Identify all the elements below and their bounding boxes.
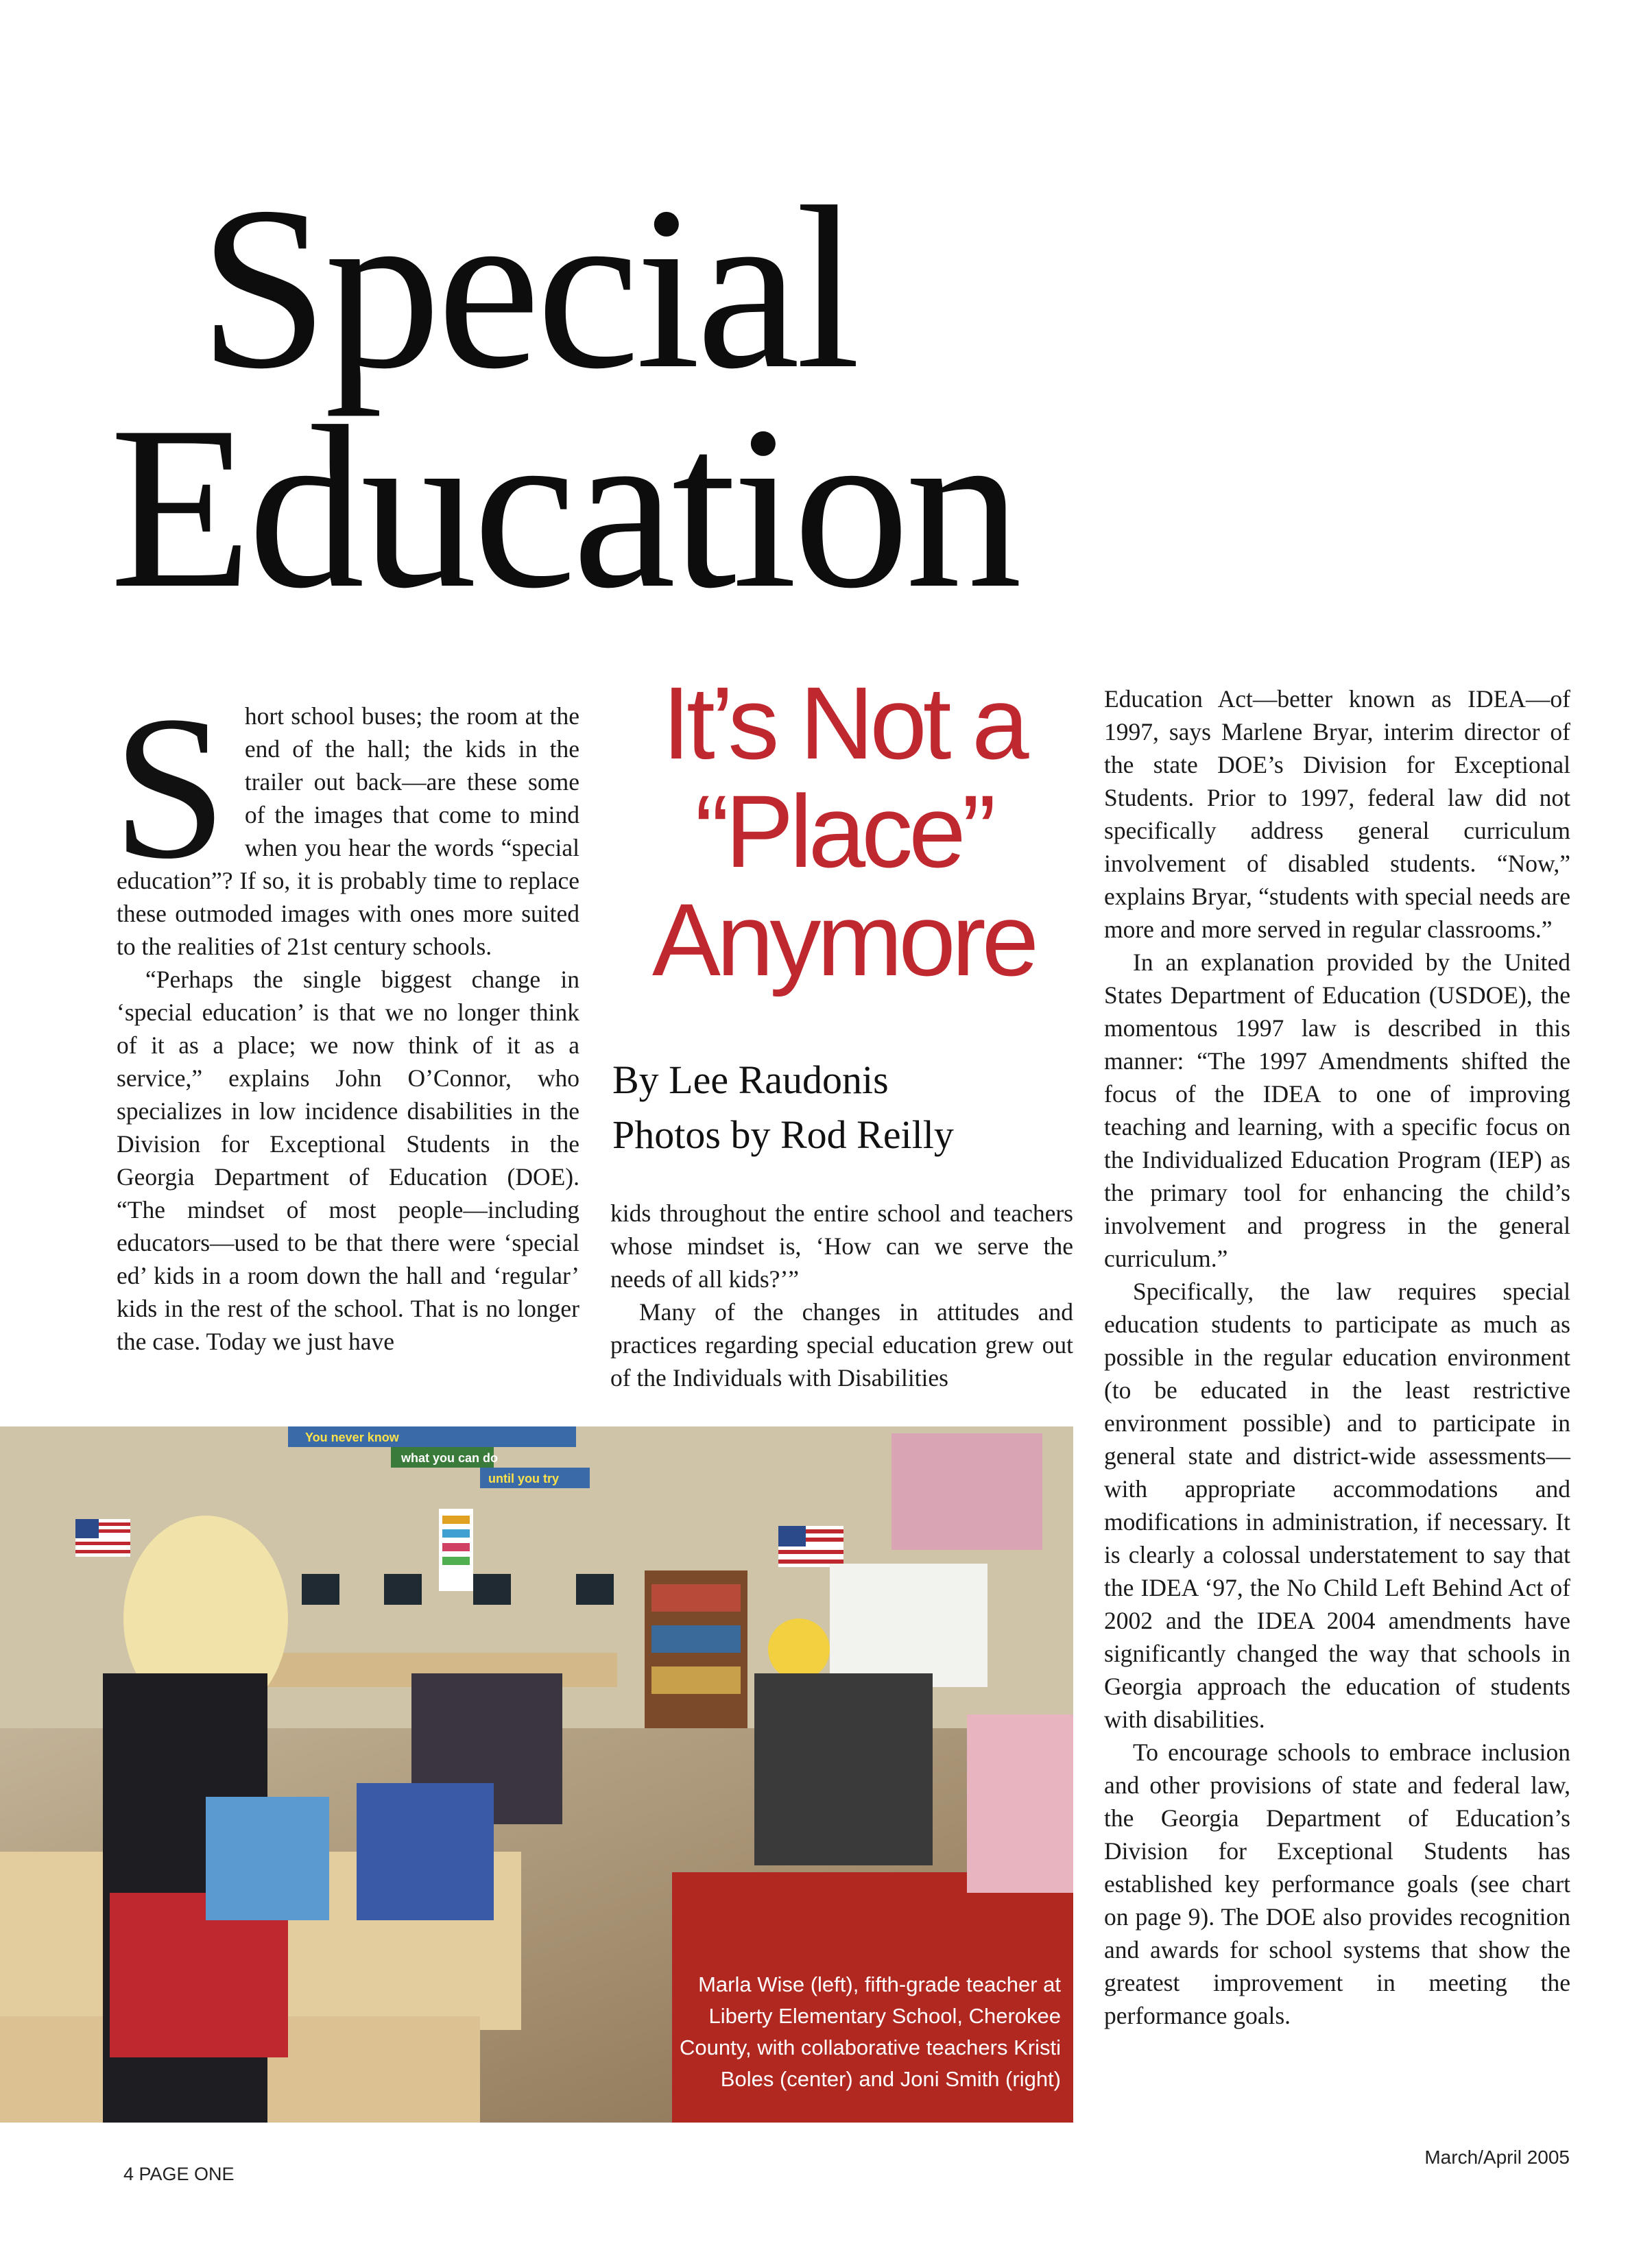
col1-paragraph-1 [112,673,579,963]
subtitle-line-1: It’s Not a [662,665,1025,780]
title-line-1: Special [199,158,857,417]
drop-cap: S [112,673,227,901]
col1-paragraph-2: “Perhaps the single biggest change in ‘special education’ is that we no longer think of it as a place; we now think of it as a service,” explains John O’Connor, who specializes in low incidence disabilities in the Division for Exceptional Students in the Georgia Department of Education (DOE). “The mindset of most people—including educators—used to be that there were ‘special ed’ kids in a room down the hall and ‘regular’ kids in the rest of the school. That is no longer the case. Today we just have [117,966,579,1355]
subtitle-line-2: “Place” [695,774,992,889]
classroom-photo [0,1426,1073,2123]
col1-p1-text: hort school buses; the room at the end of the hall; the kids in the trailer out back—are these some of the images that come to mind when you hear the words “special education”? If so, it is probably time to replace these outmoded images with ones more suited to the realities of 21st century schools. [117,702,579,960]
byline-author: By Lee Raudonis [612,1058,889,1102]
photo-caption: Marla Wise (left), fifth-grade teacher at Liberty Elementary School, Cherokee County, with collaborative teachers Kristi Boles (center) and Joni Smith (right) [680,1972,1061,2091]
title-line-2: Education [110,378,1018,636]
article-title [110,158,1344,636]
col3-paragraph-1: Education Act—better known as IDEA—of 1997, says Marlene Bryar, interim director of the state DOE’s Division for Exceptional Students. Prior to 1997, federal law did not specifically address general curriculum involvement of disabled students. “Now,” explains Bryar, “students with special needs are more and more served in regular classrooms.” [1104,685,1570,943]
column-2 [610,1197,1073,1394]
col3-paragraph-2: In an explanation provided by the United States Department of Education (USDOE), the momentous 1997 law is described in this manner: “The 1997 Amendments shifted the focus of the IDEA to one of improving teaching and learning, with a specific focus on the Individualized Education Program (IEP) as the primary tool for enhancing the child’s involvement and progress in the general curriculum.” [1104,948,1570,1272]
issue-date: March/April 2005 [1424,2147,1570,2168]
col2-paragraph-2: Many of the changes in attitudes and practices regarding special education grew out of the Individuals with Disabilities [610,1298,1073,1391]
page-number-folio: 4 PAGE ONE [123,2164,235,2184]
banner-3: until you try [488,1472,559,1485]
column-1 [112,673,579,1358]
col3-paragraph-3: Specifically, the law requires special education students to participate as much as possible in the regular education environment (to be educated in the least restrictive environment possible) and to participate in general state and district-wide assessments—with appropriate accommodations and modifications in administration, if necessary. It is clearly a colossal understatement to say that the IDEA ‘97, the No Child Left Behind Act of 2002 and the IDEA 2004 amendments have significantly changed the way that schools in Georgia approach the education of students with disabilities. [1104,1278,1570,1733]
banner-1: You never know [305,1431,399,1444]
subtitle-line-3: Anymore [651,882,1036,997]
byline [612,1053,1079,1162]
col2-paragraph-1: kids throughout the entire school and teachers whose mindset is, ‘How can we serve the needs of all kids?’” [610,1199,1073,1293]
article-subtitle [603,665,1084,997]
byline-photos: Photos by Rod Reilly [612,1112,954,1157]
column-3 [1104,682,1570,2032]
banner-2: what you can do [401,1451,499,1465]
col3-paragraph-4: To encourage schools to embrace inclusion and other provisions of state and federal law, the Georgia Department of Education’s Division for Exceptional Students has established key performance goals (see chart on page 9). The DOE also provides recognition and awards for school systems that show the greatest improvement in meeting the performance goals. [1104,1739,1570,2029]
